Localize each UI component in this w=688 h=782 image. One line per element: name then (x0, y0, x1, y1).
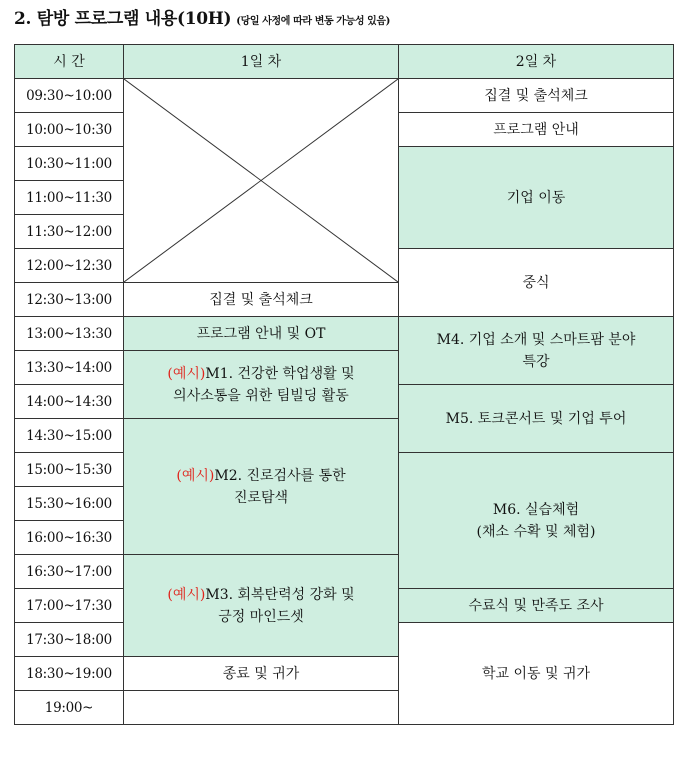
cross-out-mark (124, 79, 398, 282)
m6-line1: M6. 실습체험 (492, 501, 580, 518)
m6-line2: (채소 수확 및 체험) (476, 523, 596, 540)
time-cell: 11:00~11:30 (15, 181, 124, 215)
time-cell: 14:00~14:30 (15, 385, 124, 419)
m4-line2: 특강 (522, 353, 550, 370)
m3-line2: 긍정 마인드셋 (218, 608, 304, 625)
day2-m6 (399, 453, 674, 589)
time-cell: 14:30~15:00 (15, 419, 124, 453)
time-cell: 11:30~12:00 (15, 215, 124, 249)
m2-line1: M2. 진로검사를 통한 (214, 467, 346, 484)
m1-line2: 의사소통을 위한 팀빌딩 활동 (173, 387, 349, 404)
time-cell: 18:30~19:00 (15, 657, 124, 691)
time-cell: 13:30~14:00 (15, 351, 124, 385)
time-cell: 10:30~11:00 (15, 147, 124, 181)
time-cell: 15:30~16:00 (15, 487, 124, 521)
day1-m2 (124, 419, 399, 555)
day1-end: 종료 및 귀가 (124, 657, 399, 691)
time-cell: 12:30~13:00 (15, 283, 124, 317)
m1-prefix: (예시) (167, 365, 206, 382)
time-cell: 12:00~12:30 (15, 249, 124, 283)
day2-move: 기업 이동 (399, 147, 674, 249)
day2-closing: 수료식 및 만족도 조사 (399, 589, 674, 623)
title-main: 2. 탐방 프로그램 내용(10H) (14, 9, 232, 29)
m2-line2: 진로탐색 (233, 489, 289, 506)
m2-prefix: (예시) (176, 467, 215, 484)
day2-return: 학교 이동 및 귀가 (399, 623, 674, 725)
table-row (15, 317, 674, 351)
m3-prefix: (예시) (167, 586, 206, 603)
page-title (14, 4, 390, 34)
day2-guide: 프로그램 안내 (399, 113, 674, 147)
schedule-table (14, 44, 674, 725)
time-cell: 09:30~10:00 (15, 79, 124, 113)
m3-line1: M3. 회복탄력성 강화 및 (205, 586, 355, 603)
time-cell: 16:30~17:00 (15, 555, 124, 589)
time-cell: 10:00~10:30 (15, 113, 124, 147)
day1-blank (124, 691, 399, 725)
time-cell: 17:00~17:30 (15, 589, 124, 623)
time-cell: 15:00~15:30 (15, 453, 124, 487)
header-day1: 1일 차 (124, 45, 399, 79)
day2-m5: M5. 토크콘서트 및 기업 투어 (399, 385, 674, 453)
day2-lunch: 중식 (399, 249, 674, 317)
m4-line1: M4. 기업 소개 및 스마트팜 분야 (436, 331, 636, 348)
time-cell: 19:00~ (15, 691, 124, 725)
day1-orientation: 프로그램 안내 및 OT (124, 317, 399, 351)
day1-checkin: 집결 및 출석체크 (124, 283, 399, 317)
time-cell: 13:00~13:30 (15, 317, 124, 351)
header-day2: 2일 차 (399, 45, 674, 79)
header-row (15, 45, 674, 79)
day2-checkin: 집결 및 출석체크 (399, 79, 674, 113)
day1-m3 (124, 555, 399, 657)
day1-empty-cell (124, 79, 399, 283)
time-cell: 17:30~18:00 (15, 623, 124, 657)
title-note: (당일 사정에 따라 변동 가능성 있음) (236, 16, 391, 27)
header-time: 시 간 (15, 45, 124, 79)
day2-m4 (399, 317, 674, 385)
m1-line1: M1. 건강한 학업생활 및 (205, 365, 355, 382)
day1-m1 (124, 351, 399, 419)
table-row (15, 79, 674, 113)
time-cell: 16:00~16:30 (15, 521, 124, 555)
